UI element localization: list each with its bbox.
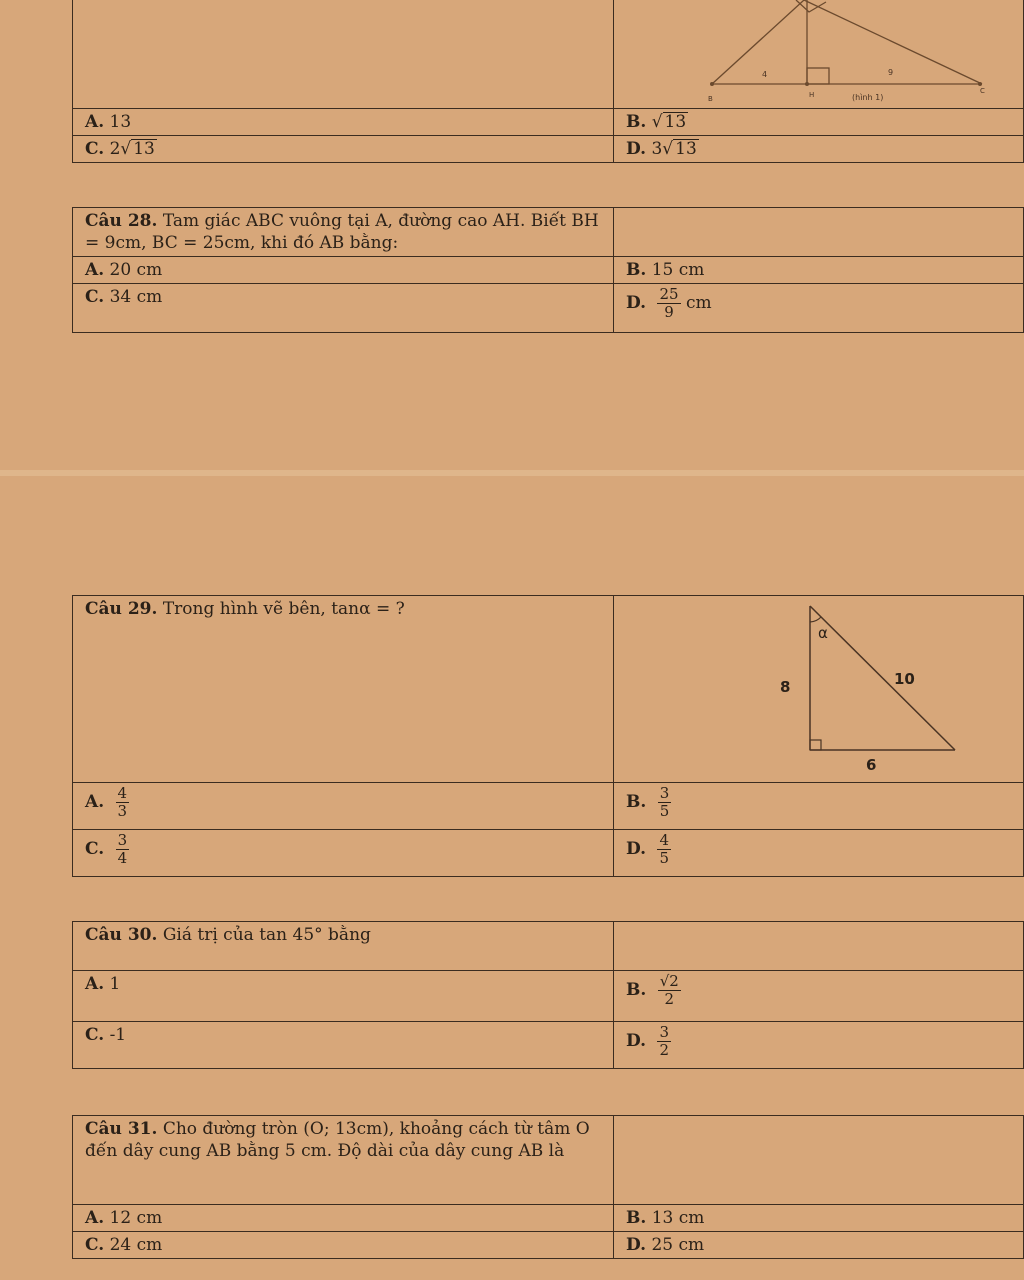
question-28-table <box>72 207 1024 333</box>
table-row <box>73 783 1024 830</box>
answer-a-key: A. <box>85 112 105 132</box>
table-row <box>73 284 1024 333</box>
answer-a-value: 20 cm <box>109 260 163 280</box>
answer-b-key: B. <box>626 1208 647 1228</box>
answer-d-key: D. <box>626 139 647 159</box>
table-row <box>73 922 1024 971</box>
question-text: Cho đường tròn (O; 13cm), khoảng cách từ tâm O đến dây cung AB bằng 5 cm. Độ dài của dây cung AB là <box>85 1119 590 1161</box>
answer-c-key: C. <box>85 1235 105 1255</box>
question-text: Tam giác ABC vuông tại A, đường cao AH. Biết BH = 9cm, BC = 25cm, khi đó AB bằng: <box>85 211 599 253</box>
alpha-label: α <box>818 624 828 642</box>
answer-d-fraction: $\frac{25}{9}$ <box>659 285 679 321</box>
answer-d-key: D. <box>626 839 647 859</box>
answer-a-key: A. <box>85 792 105 812</box>
answer-b-value: 15 cm <box>651 260 705 280</box>
answer-b-fraction: $\frac{√2}{2}$ <box>659 972 679 1008</box>
question-27-table <box>72 0 1024 163</box>
table-row <box>73 208 1024 257</box>
answer-c-value: 24 cm <box>109 1235 163 1255</box>
question-text-post: bằng <box>328 925 371 945</box>
answer-c-value: 13 <box>133 139 155 159</box>
question-number: Câu 29. <box>85 599 158 619</box>
answer-b-key: B. <box>626 260 647 280</box>
answer-c-key: C. <box>85 839 105 859</box>
figure-caption: (hình 1) <box>852 93 884 102</box>
answer-b-value: 13 <box>664 112 687 132</box>
table-row <box>73 0 1024 109</box>
question-text: Trong hình vẽ bên, tanα = ? <box>162 599 405 619</box>
table-row <box>73 1022 1024 1069</box>
right-triangle-figure <box>760 598 970 778</box>
label-b: B <box>708 95 713 103</box>
side-6-label: 6 <box>866 756 877 774</box>
answer-c-fraction: $\frac{3}{4}$ <box>117 831 128 867</box>
answer-d-fraction: $\frac{3}{2}$ <box>659 1023 670 1059</box>
answer-d-coef: 3 <box>651 139 663 159</box>
answer-c-key: C. <box>85 1025 105 1045</box>
answer-d-value: 13 <box>675 139 697 159</box>
answer-a-value: 1 <box>109 974 121 994</box>
label-4: 4 <box>762 70 768 79</box>
answer-d-fraction: $\frac{4}{5}$ <box>659 831 670 867</box>
answer-b-key: B. <box>626 792 647 812</box>
table-row <box>73 1116 1024 1205</box>
side-10-label: 10 <box>894 670 915 688</box>
table-row <box>73 257 1024 284</box>
table-row: C. 2√ 13 D. 3√ 13 <box>73 136 1024 163</box>
question-expression: tan 45° <box>259 925 323 945</box>
table-row <box>73 1205 1024 1232</box>
answer-a-key: A. <box>85 974 105 994</box>
answer-c-key: C. <box>85 139 105 159</box>
question-30-table <box>72 921 1024 1069</box>
table-row <box>73 1232 1024 1259</box>
answer-c-coef: 2 <box>109 139 121 159</box>
side-8-label: 8 <box>780 678 791 696</box>
question-text-pre: Giá trị của <box>162 925 254 945</box>
question-number: Câu 28. <box>85 211 158 231</box>
answer-b-fraction: $\frac{3}{5}$ <box>659 784 670 820</box>
question-31-table <box>72 1115 1024 1259</box>
answer-a-value: 12 cm <box>109 1208 163 1228</box>
table-row <box>73 830 1024 877</box>
table-row: A. 13 B. √ 13 <box>73 109 1024 136</box>
answer-d-unit: cm <box>685 293 712 313</box>
label-h: H <box>809 91 815 99</box>
answer-d-key: D. <box>626 293 647 313</box>
answer-c-value: -1 <box>109 1025 127 1045</box>
answer-a-fraction: $\frac{4}{3}$ <box>117 784 128 820</box>
answer-c-key: C. <box>85 287 105 307</box>
page-divider <box>0 470 1024 476</box>
label-c: C <box>980 87 985 95</box>
answer-a-value: 13 <box>109 112 132 132</box>
label-9: 9 <box>888 68 894 77</box>
answer-b-key: B. <box>626 112 647 132</box>
question-number: Câu 30. <box>85 925 158 945</box>
answer-d-value: 25 cm <box>651 1235 705 1255</box>
answer-d-key: D. <box>626 1031 647 1051</box>
answer-d-key: D. <box>626 1235 647 1255</box>
answer-c-value: 34 cm <box>109 287 163 307</box>
answer-b-key: B. <box>626 980 647 1000</box>
answer-a-key: A. <box>85 260 105 280</box>
table-row <box>73 971 1024 1022</box>
answer-b-value: 13 cm <box>651 1208 705 1228</box>
answer-a-key: A. <box>85 1208 105 1228</box>
question-number: Câu 31. <box>85 1119 158 1139</box>
